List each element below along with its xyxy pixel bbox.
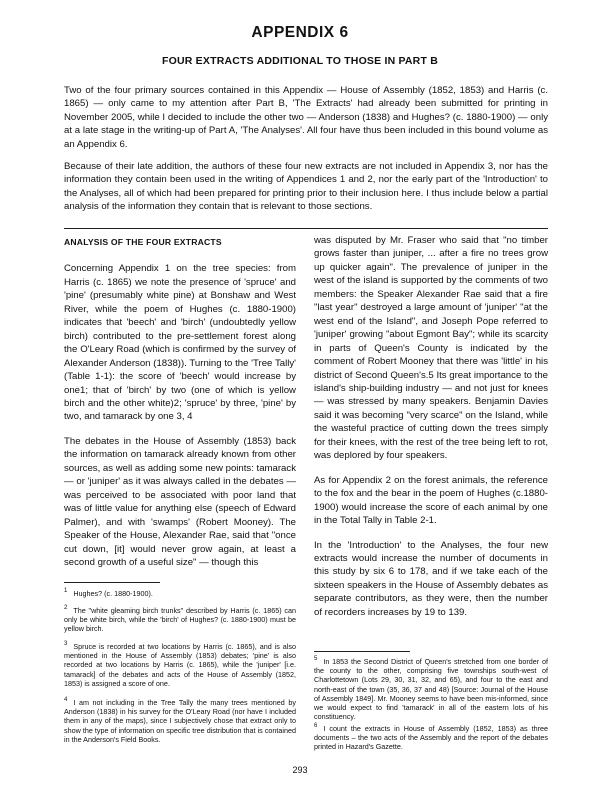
right-column — [314, 234, 548, 630]
page-number: 293 — [292, 765, 308, 775]
footnote-text: Spruce is recorded at two locations by Harris (c. 1865), and is also mentioned in the House of Assembly (1853) debates; 'pine' is also recorded at two locations by Harris (c. 1865), while the 'juniper' [i.e. tamarack] of the debates and acts of the House of Assembly (1852, 1853) is assigned a score of one. — [64, 642, 296, 688]
footnote — [314, 722, 548, 752]
footnote-number: 2 — [64, 605, 68, 611]
appendix-subtitle: FOUR EXTRACTS ADDITIONAL TO THOSE IN PART B — [162, 55, 438, 67]
footnote-number: 5 — [314, 656, 318, 662]
body-paragraph: As for Appendix 2 on the forest animals, the reference to the fox and the bear in the poem of Hughes (c.1880-1900) would increase the score of each animal by one in the Total Tally in Table 2-1. — [314, 474, 548, 527]
footnote-number: 6 — [314, 723, 318, 729]
footnote — [314, 655, 548, 721]
footnote-divider — [314, 651, 410, 652]
section-divider — [64, 228, 548, 229]
footnote-number: 3 — [64, 641, 68, 647]
body-paragraph: Concerning Appendix 1 on the tree species: from Harris (c. 1865) we note the presence of 'spruce' and 'pine' (presumably white pine) at Bonshaw and West River, while the poem of Hughes (c. 1880-1900) indicates that 'beech' and 'birch' (undoubtedly yellow birch) contributed to the pre-settlement forest along the O'Leary Road (which is confirmed by the survey of Alexander Anderson (1838)). Turning to the 'Tree Tally' (Table 1-1): the score of 'beech' would increase by one1; that of 'birch' by two (one of which is yellow birch and the other white)2; 'spruce' by three, 'pine' by two, and tamarack by one 3, 4 — [64, 263, 296, 423]
footnote — [64, 604, 296, 634]
footnote-divider — [64, 582, 160, 583]
appendix-title: APPENDIX 6 — [251, 24, 349, 41]
body-paragraph: The debates in the House of Assembly (1853) back the information on tamarack already known from other sources, as well as adding some new points: tamarack — or 'juniper' as it was always called in the debates — was perceived to be associated with poor land that was of little value for anything else (speech of Edward Palmer), and with 'swamps' (Robert Mooney). The Speaker of the House, Alexander Rae, said that "once cut down, [it] would never grow again, at least a second growth of a useful size" — though this — [64, 435, 296, 568]
footnote — [64, 640, 296, 688]
footnote-text: In 1853 the Second District of Queen's stretched from one border of the county to the other, comprising five townships south-west of Charlottetown (Lots 29, 30, 31, 32, and 65), and four to the east and north-east of the town (35, 36, 37 and 48) [Source: Journal of the House of Assembly 1849]. Mr. Mooney seems to have been mis-informed, since we would expect to find 'tamarack' in all of the eastern lots of his constituency. — [314, 657, 548, 722]
section-heading: ANALYSIS OF THE FOUR EXTRACTS — [64, 237, 222, 247]
intro-paragraph-2: Because of their late addition, the authors of these four new extracts are not included in Appendix 3, nor has the information they contain been used in the writing of Appendices 1 and 2, nor the early part of the 'Introduction' to the Analyses, all of which had been prepared for printing prior to their inclusion here. I thus include below a partial analysis of the information they contain that is relevant to those sections. — [64, 161, 548, 213]
footnote-text: The "white gleaming birch trunks" described by Harris (c. 1865) can only be white birch, while the 'birch' of Hughes? (c. 1880-1900) must be yellow birch. — [64, 606, 296, 634]
intro-paragraph-1: Two of the four primary sources contained in this Appendix — House of Assembly (1852, 1853) and Harris (c. 1865) — only came to my attention after Part B, 'The Extracts' had already been submitted for printing in November 2005, while I decided to include the other two — Anderson (1838) and Hughes? (c. 1880-1900) — only at a late stage in the writing-up of Part A, 'The Analyses'. All four have thus been included in this bound volume as an Appendix 6. — [64, 85, 548, 150]
left-column — [64, 236, 296, 580]
footnote — [64, 587, 296, 598]
body-paragraph: In the 'Introduction' to the Analyses, the four new extracts would increase the number of documents in this study by six 6 to 178, and if we take each of the sixteen speakers in the House of Assembly debates as separate contributors, as they were, then the number of recorders increases by 19 to 139. — [314, 539, 548, 618]
footnote — [64, 696, 296, 744]
footnote-number: 1 — [64, 588, 68, 594]
footnote-text: I am not including in the Tree Tally the many trees mentioned by Anderson (1838) in his survey for the O'Leary Road (nor have I included them in any of the maps), since I subjectively chose that extract only to show the type of information on specific tree distribution that is contained in the Anderson's Field Books. — [64, 698, 296, 744]
footnote-text: Hughes? (c. 1880-1900). — [73, 589, 153, 598]
footnote-text: I count the extracts in House of Assembly (1852, 1853) as three documents – the two acts of the Assembly and the report of the debates printed in Hazard's Gazette. — [314, 724, 548, 752]
body-paragraph: was disputed by Mr. Fraser who said that "no timber grows faster than juniper, ... after a fire no trees grow up quicker again". The prevalence of juniper in the west of the island is supported by the comments of two members: the Speaker Alexander Rae said that a fire "last year" destroyed a large amount of 'juniper' "at the west end of the Island", and Joseph Pope referred to 'juniper' growing "about Egmont Bay"; while its scarcity in parts of Queen's County is indicated by the comment of Robert Mooney that there was 'little' in his district of Second Queen's.5 Its great importance to the island's ship-building industry — and not just for knees — was stressed by many speakers. Benjamin Davies said it was becoming "very scarce" on the Island, while the wasteful practice of cutting down the trees simply for their knees, with the rest of the tree being left to rot, was deplored by four speakers. — [314, 235, 548, 462]
footnote-number: 4 — [64, 697, 68, 703]
